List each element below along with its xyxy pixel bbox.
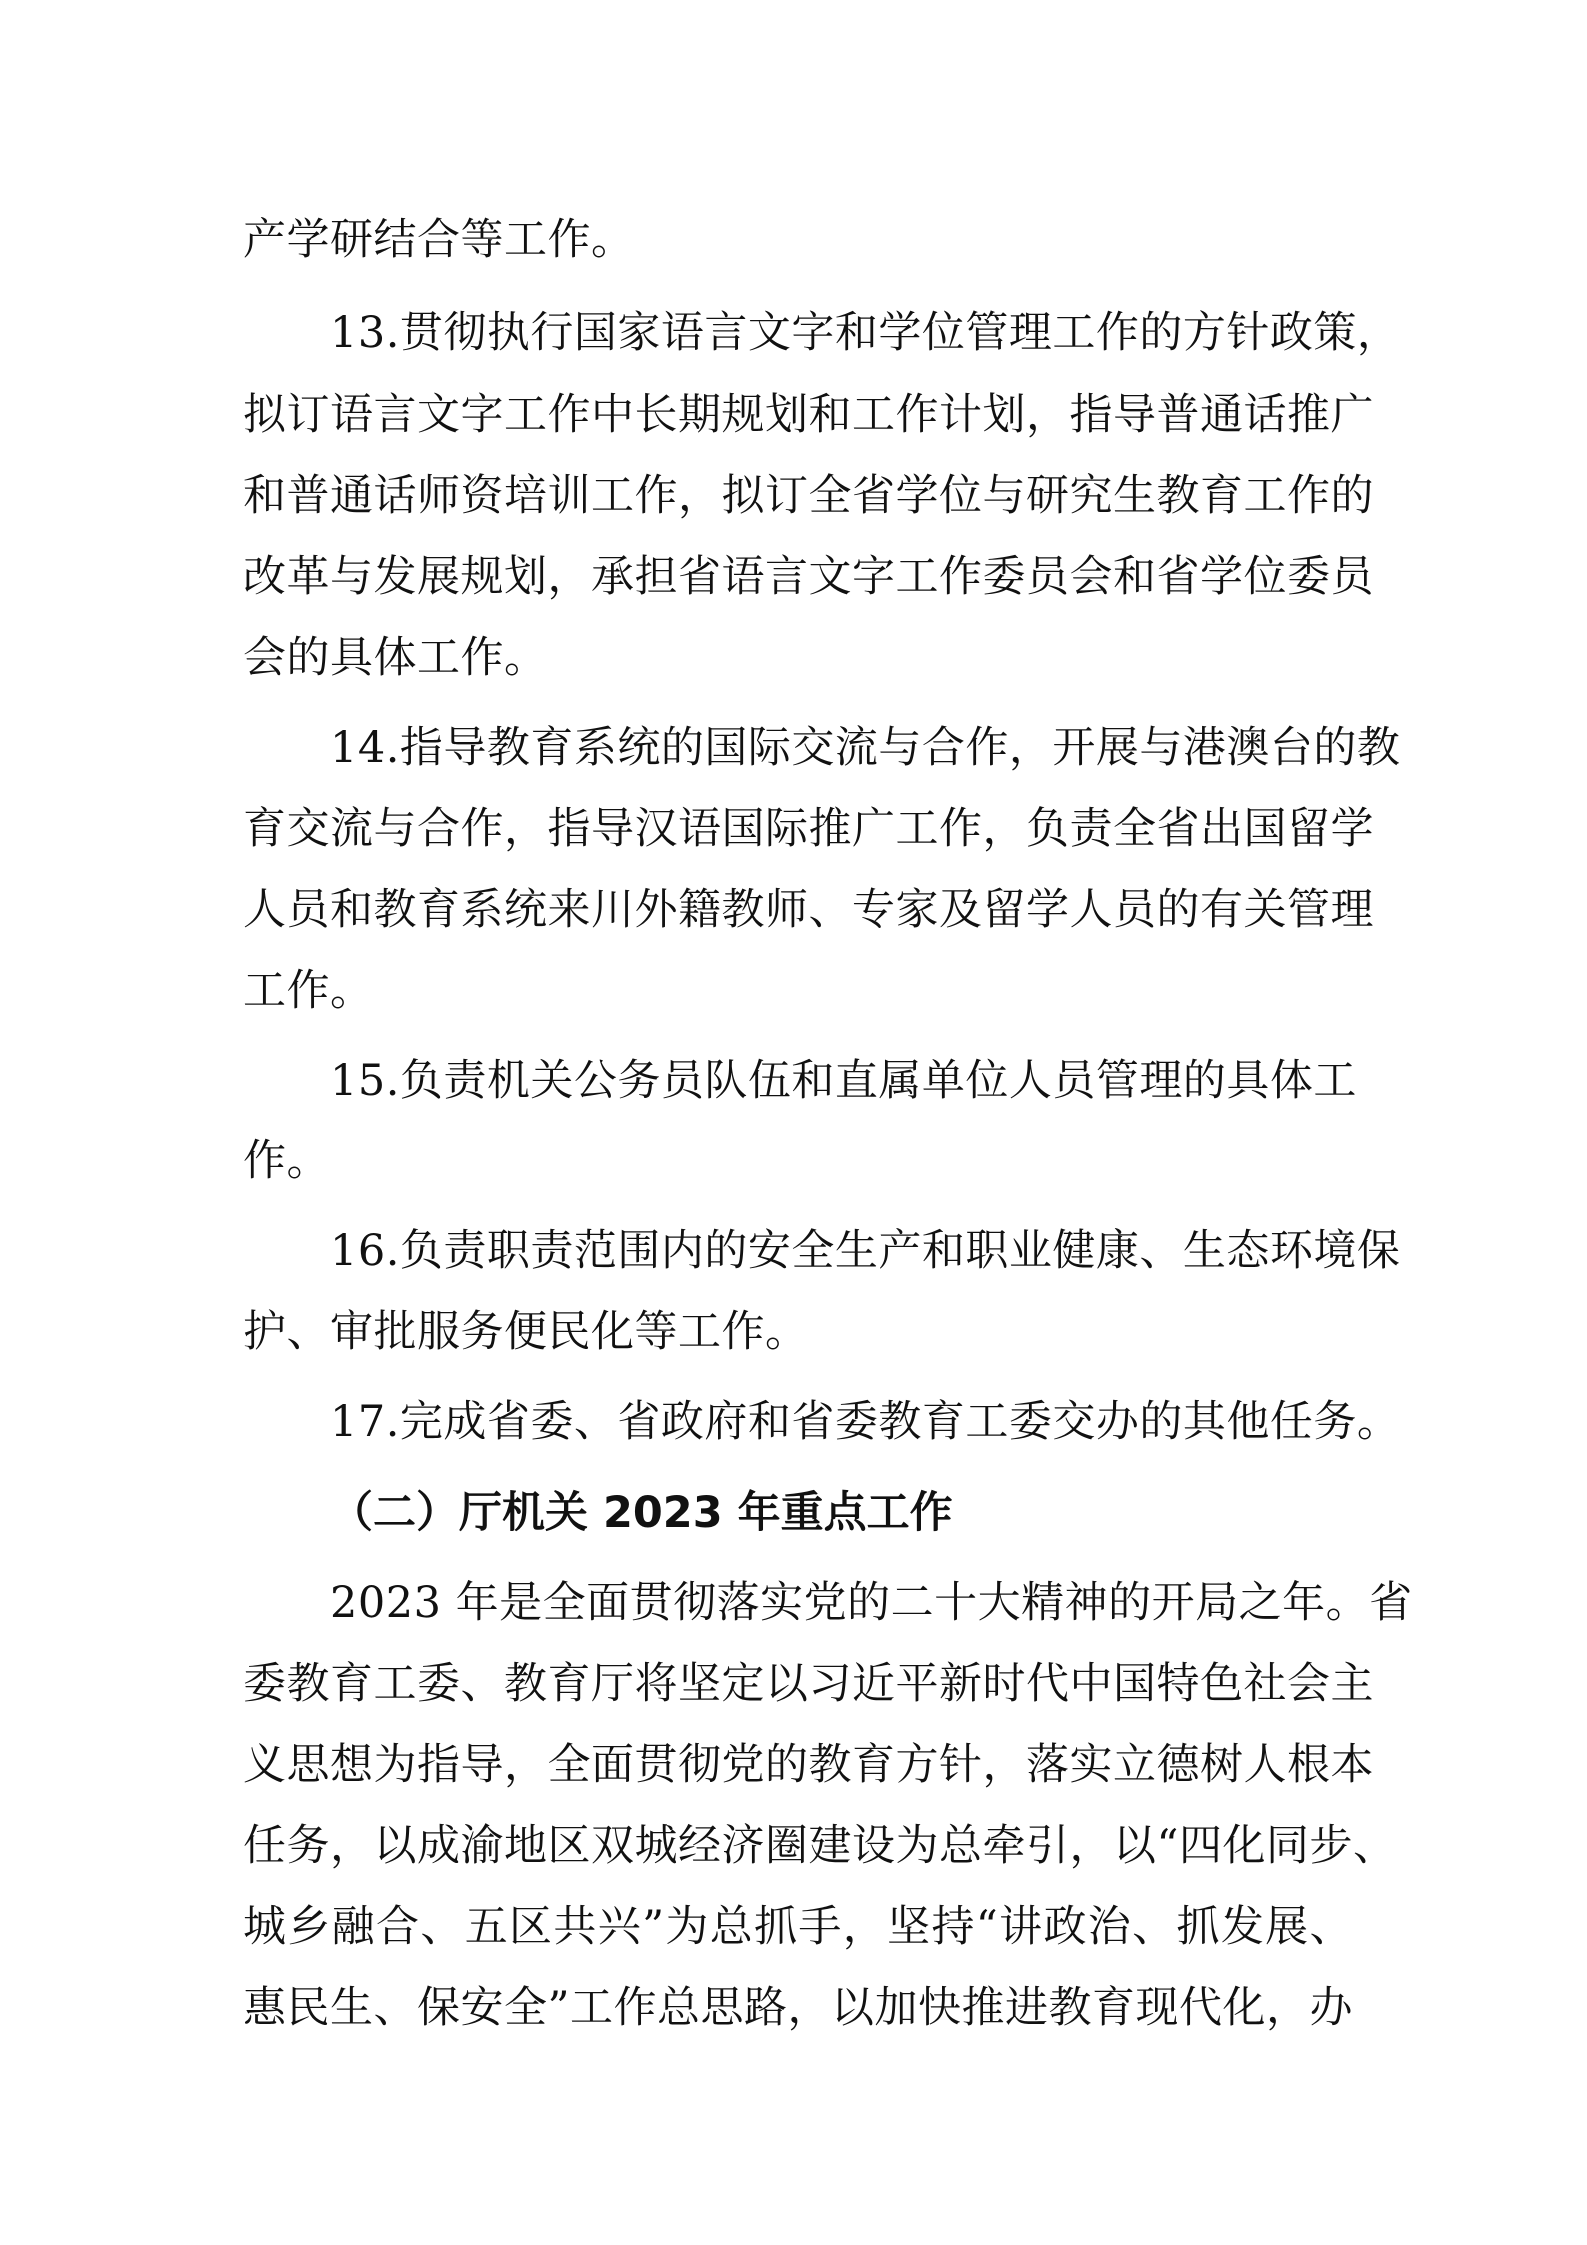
text-line: 义思想为指导，全面贯彻党的教育方针，落实立德树人根本: [243, 1740, 1374, 1790]
paragraph-15-first-line: 15.负责机关公务员队伍和直属单位人员管理的具体工: [330, 1056, 1357, 1106]
text-line: 拟订语言文字工作中长期规划和工作计划，指导普通话推广: [243, 390, 1374, 440]
text-line: 城乡融合、五区共兴”为总抓手，坚持“讲政治、抓发展、: [243, 1902, 1353, 1952]
text-line: 任务，以成渝地区双城经济圈建设为总牵引，以“四化同步、: [243, 1821, 1397, 1871]
text-line: 会的具体工作。: [243, 633, 548, 683]
text-line: 改革与发展规划，承担省语言文字工作委员会和省学位委员: [243, 552, 1374, 602]
text-line: 工作。: [243, 966, 374, 1016]
paragraph-13-first-line: 13.贯彻执行国家语言文字和学位管理工作的方针政策，: [330, 308, 1401, 358]
text-line: 作。: [243, 1136, 330, 1186]
text-line: 产学研结合等工作。: [243, 215, 635, 265]
paragraph-2023-first-line: 2023 年是全面贯彻落实党的二十大精神的开局之年。省: [330, 1578, 1413, 1628]
text-line: 和普通话师资培训工作，拟订全省学位与研究生教育工作的: [243, 471, 1374, 521]
text-line: 护、审批服务便民化等工作。: [243, 1307, 809, 1357]
text-line: 惠民生、保安全”工作总思路，以加快推进教育现代化，办: [243, 1983, 1353, 2033]
text-line: 育交流与合作，指导汉语国际推广工作，负责全省出国留学: [243, 804, 1374, 854]
paragraph-16-first-line: 16.负责职责范围内的安全生产和职业健康、生态环境保: [330, 1226, 1401, 1276]
section-heading: （二）厅机关 2023 年重点工作: [330, 1488, 953, 1538]
paragraph-17-line: 17.完成省委、省政府和省委教育工委交办的其他任务。: [330, 1397, 1401, 1447]
text-line: 委教育工委、教育厅将坚定以习近平新时代中国特色社会主: [243, 1659, 1374, 1709]
text-line: 人员和教育系统来川外籍教师、专家及留学人员的有关管理: [243, 885, 1374, 935]
paragraph-14-first-line: 14.指导教育系统的国际交流与合作，开展与港澳台的教: [330, 723, 1401, 773]
